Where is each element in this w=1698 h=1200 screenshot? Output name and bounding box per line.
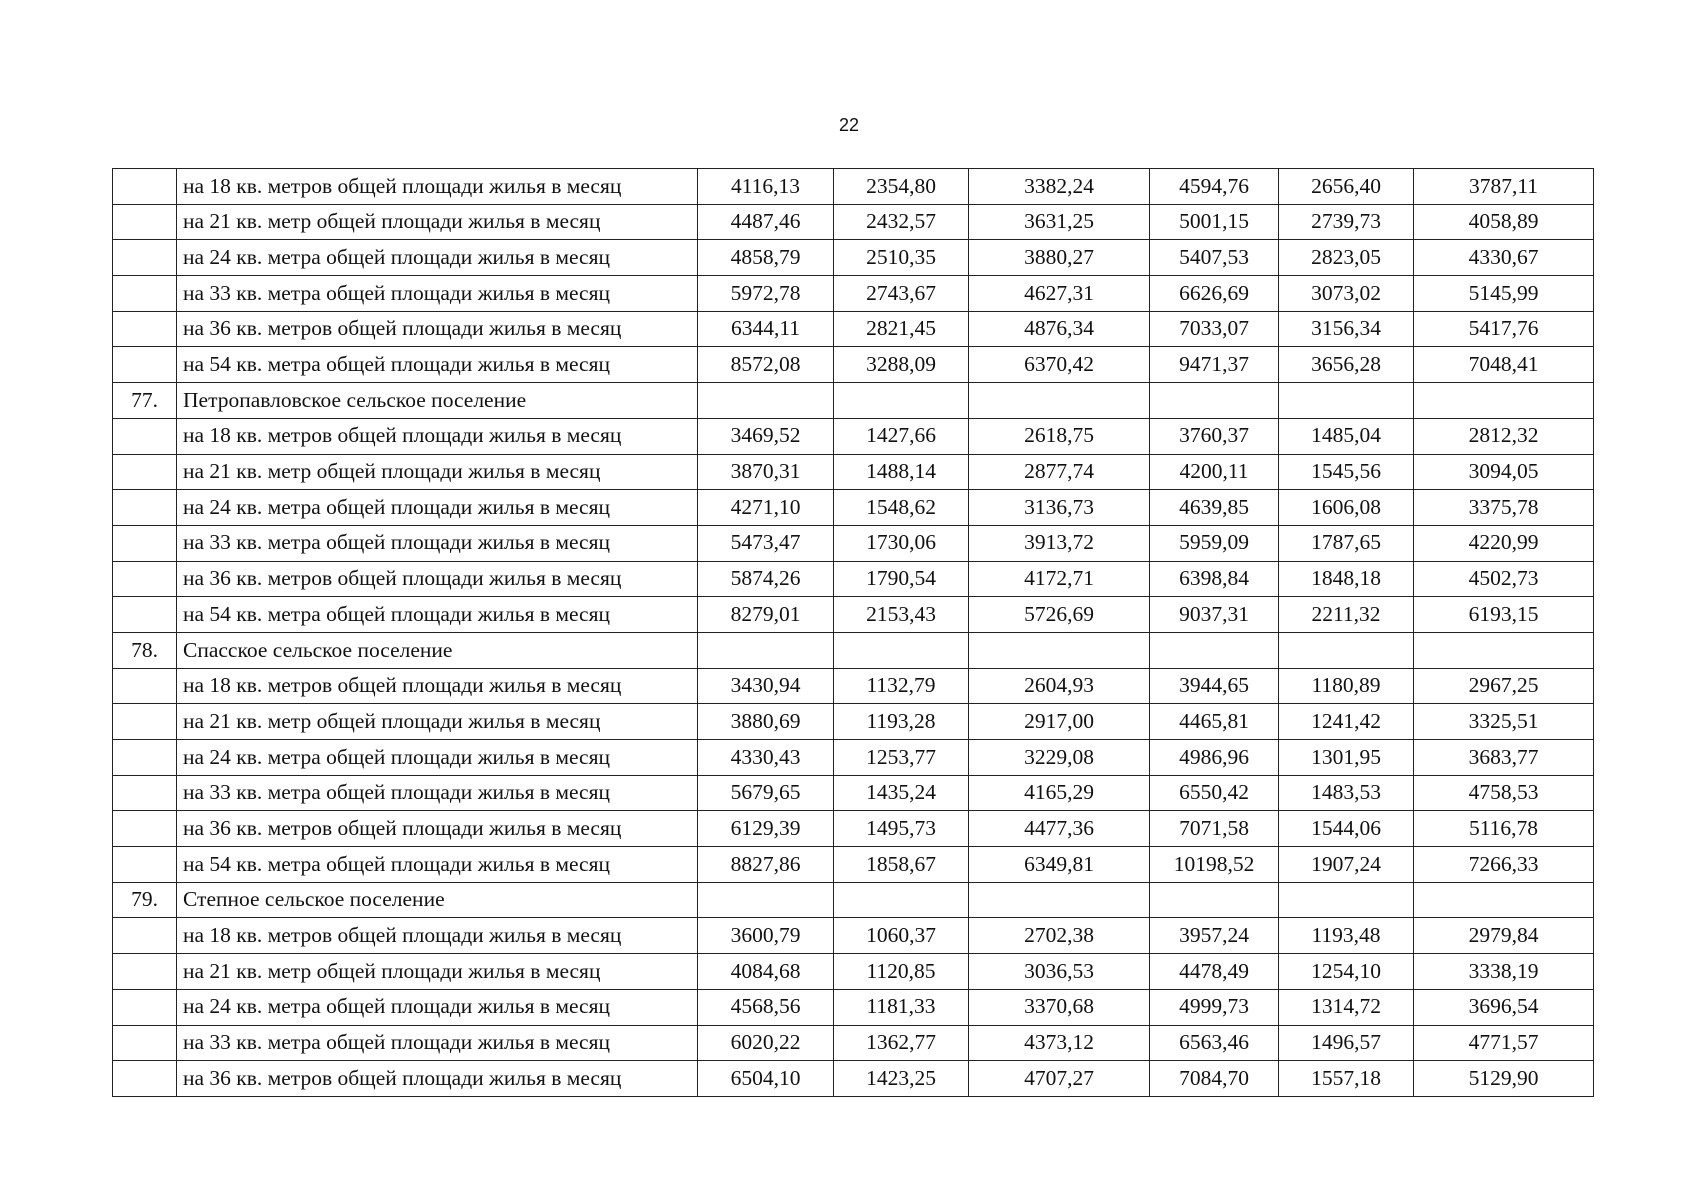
table-row: [113, 169, 1594, 205]
value-cell: 1787,65: [1279, 525, 1414, 561]
value-cell: 3156,34: [1279, 311, 1414, 347]
value-cell: [834, 632, 969, 668]
value-cell: 5874,26: [698, 561, 834, 597]
row-label-cell: на 36 кв. метров общей площади жилья в месяц: [177, 311, 698, 347]
value-cell: 1485,04: [1279, 418, 1414, 454]
table-row: [113, 204, 1594, 240]
row-number-cell: [113, 989, 177, 1025]
value-cell: 3760,37: [1150, 418, 1279, 454]
value-cell: 1060,37: [834, 918, 969, 954]
row-number-cell: [113, 311, 177, 347]
value-cell: 4999,73: [1150, 989, 1279, 1025]
row-label-cell: на 24 кв. метра общей площади жилья в месяц: [177, 490, 698, 526]
row-label-cell: на 24 кв. метра общей площади жилья в месяц: [177, 740, 698, 776]
table-body: [113, 169, 1594, 1097]
value-cell: [698, 882, 834, 918]
table-row: [113, 240, 1594, 276]
value-cell: 6398,84: [1150, 561, 1279, 597]
value-cell: 7033,07: [1150, 311, 1279, 347]
value-cell: 5116,78: [1414, 811, 1594, 847]
value-cell: 1496,57: [1279, 1025, 1414, 1061]
row-number-cell: 77.: [113, 383, 177, 419]
value-cell: 3375,78: [1414, 490, 1594, 526]
value-cell: 5417,76: [1414, 311, 1594, 347]
table-row: [113, 954, 1594, 990]
table-row: [113, 740, 1594, 776]
row-number-cell: [113, 418, 177, 454]
value-cell: 3600,79: [698, 918, 834, 954]
row-number-cell: [113, 276, 177, 312]
value-cell: [1279, 383, 1414, 419]
value-cell: 2739,73: [1279, 204, 1414, 240]
row-number-cell: [113, 347, 177, 383]
value-cell: [1150, 383, 1279, 419]
row-number-cell: 79.: [113, 882, 177, 918]
row-number-cell: [113, 490, 177, 526]
row-number-cell: [113, 918, 177, 954]
table-row: [113, 276, 1594, 312]
value-cell: 3696,54: [1414, 989, 1594, 1025]
value-cell: 1427,66: [834, 418, 969, 454]
value-cell: 1120,85: [834, 954, 969, 990]
table-row: [113, 311, 1594, 347]
value-cell: 2618,75: [969, 418, 1150, 454]
row-number-cell: [113, 169, 177, 205]
value-cell: 2821,45: [834, 311, 969, 347]
value-cell: [1279, 882, 1414, 918]
value-cell: 8827,86: [698, 847, 834, 883]
table-row: [113, 847, 1594, 883]
row-label-cell: на 21 кв. метр общей площади жилья в месяц: [177, 704, 698, 740]
row-label-cell: Спасское сельское поселение: [177, 632, 698, 668]
value-cell: 1241,42: [1279, 704, 1414, 740]
value-cell: 6626,69: [1150, 276, 1279, 312]
table-row: [113, 597, 1594, 633]
value-cell: 1858,67: [834, 847, 969, 883]
row-label-cell: на 24 кв. метра общей площади жилья в месяц: [177, 240, 698, 276]
value-cell: 4165,29: [969, 775, 1150, 811]
value-cell: 4568,56: [698, 989, 834, 1025]
table-row: [113, 347, 1594, 383]
row-label-cell: на 54 кв. метра общей площади жилья в месяц: [177, 597, 698, 633]
row-number-cell: [113, 597, 177, 633]
value-cell: 4330,43: [698, 740, 834, 776]
value-cell: 5407,53: [1150, 240, 1279, 276]
value-cell: 4200,11: [1150, 454, 1279, 490]
value-cell: 2877,74: [969, 454, 1150, 490]
value-cell: 1557,18: [1279, 1061, 1414, 1097]
row-label-cell: на 36 кв. метров общей площади жилья в месяц: [177, 811, 698, 847]
value-cell: 4707,27: [969, 1061, 1150, 1097]
value-cell: 4478,49: [1150, 954, 1279, 990]
value-cell: 3370,68: [969, 989, 1150, 1025]
value-cell: 3880,69: [698, 704, 834, 740]
value-cell: 4477,36: [969, 811, 1150, 847]
value-cell: 1495,73: [834, 811, 969, 847]
table-row: [113, 882, 1594, 918]
value-cell: 1790,54: [834, 561, 969, 597]
value-cell: 7048,41: [1414, 347, 1594, 383]
value-cell: 3430,94: [698, 668, 834, 704]
table-row: [113, 525, 1594, 561]
row-label-cell: на 33 кв. метра общей площади жилья в месяц: [177, 525, 698, 561]
value-cell: 6370,42: [969, 347, 1150, 383]
value-cell: 5679,65: [698, 775, 834, 811]
value-cell: 2510,35: [834, 240, 969, 276]
row-number-cell: 78.: [113, 632, 177, 668]
row-label-cell: на 24 кв. метра общей площади жилья в месяц: [177, 989, 698, 1025]
value-cell: 6504,10: [698, 1061, 834, 1097]
value-cell: 3631,25: [969, 204, 1150, 240]
table-row: [113, 1025, 1594, 1061]
row-label-cell: на 21 кв. метр общей площади жилья в месяц: [177, 954, 698, 990]
value-cell: 3913,72: [969, 525, 1150, 561]
tariff-table: [112, 168, 1594, 1097]
value-cell: 1548,62: [834, 490, 969, 526]
value-cell: 2917,00: [969, 704, 1150, 740]
value-cell: [698, 632, 834, 668]
value-cell: [698, 383, 834, 419]
value-cell: 7071,58: [1150, 811, 1279, 847]
value-cell: 3036,53: [969, 954, 1150, 990]
row-number-cell: [113, 704, 177, 740]
value-cell: 2743,67: [834, 276, 969, 312]
table-row: [113, 383, 1594, 419]
row-label-cell: Степное сельское поселение: [177, 882, 698, 918]
value-cell: 3656,28: [1279, 347, 1414, 383]
value-cell: 1301,95: [1279, 740, 1414, 776]
value-cell: 8572,08: [698, 347, 834, 383]
value-cell: 4271,10: [698, 490, 834, 526]
row-label-cell: на 21 кв. метр общей площади жилья в месяц: [177, 204, 698, 240]
table-row: [113, 989, 1594, 1025]
value-cell: 1423,25: [834, 1061, 969, 1097]
row-number-cell: [113, 668, 177, 704]
value-cell: 3325,51: [1414, 704, 1594, 740]
value-cell: 2823,05: [1279, 240, 1414, 276]
table-row: [113, 811, 1594, 847]
value-cell: [1150, 882, 1279, 918]
value-cell: [834, 882, 969, 918]
table-row: [113, 454, 1594, 490]
row-label-cell: на 36 кв. метров общей площади жилья в месяц: [177, 561, 698, 597]
value-cell: [969, 632, 1150, 668]
value-cell: 1193,28: [834, 704, 969, 740]
value-cell: 1483,53: [1279, 775, 1414, 811]
value-cell: 3073,02: [1279, 276, 1414, 312]
value-cell: 4373,12: [969, 1025, 1150, 1061]
row-number-cell: [113, 740, 177, 776]
table-row: [113, 632, 1594, 668]
value-cell: 3136,73: [969, 490, 1150, 526]
value-cell: 5473,47: [698, 525, 834, 561]
value-cell: 3382,24: [969, 169, 1150, 205]
value-cell: 1180,89: [1279, 668, 1414, 704]
value-cell: 3469,52: [698, 418, 834, 454]
value-cell: 8279,01: [698, 597, 834, 633]
row-number-cell: [113, 847, 177, 883]
value-cell: 4986,96: [1150, 740, 1279, 776]
value-cell: 5972,78: [698, 276, 834, 312]
value-cell: [1150, 632, 1279, 668]
table-row: [113, 1061, 1594, 1097]
value-cell: 2604,93: [969, 668, 1150, 704]
row-number-cell: [113, 204, 177, 240]
row-label-cell: на 21 кв. метр общей площади жилья в месяц: [177, 454, 698, 490]
row-number-cell: [113, 525, 177, 561]
table-row: [113, 704, 1594, 740]
value-cell: 1730,06: [834, 525, 969, 561]
row-number-cell: [113, 811, 177, 847]
value-cell: 4594,76: [1150, 169, 1279, 205]
value-cell: 1606,08: [1279, 490, 1414, 526]
value-cell: 7084,70: [1150, 1061, 1279, 1097]
value-cell: 4858,79: [698, 240, 834, 276]
value-cell: 6563,46: [1150, 1025, 1279, 1061]
value-cell: 6349,81: [969, 847, 1150, 883]
value-cell: 3288,09: [834, 347, 969, 383]
value-cell: 2656,40: [1279, 169, 1414, 205]
value-cell: 3229,08: [969, 740, 1150, 776]
table-row: [113, 418, 1594, 454]
value-cell: 3957,24: [1150, 918, 1279, 954]
value-cell: 1132,79: [834, 668, 969, 704]
row-number-cell: [113, 454, 177, 490]
table-row: [113, 918, 1594, 954]
row-number-cell: [113, 561, 177, 597]
value-cell: 3683,77: [1414, 740, 1594, 776]
value-cell: 3944,65: [1150, 668, 1279, 704]
value-cell: 9037,31: [1150, 597, 1279, 633]
value-cell: 4639,85: [1150, 490, 1279, 526]
value-cell: [1279, 632, 1414, 668]
table-row: [113, 490, 1594, 526]
page-number: 22: [838, 115, 860, 135]
row-number-cell: [113, 954, 177, 990]
value-cell: 3787,11: [1414, 169, 1594, 205]
value-cell: 2979,84: [1414, 918, 1594, 954]
value-cell: 1544,06: [1279, 811, 1414, 847]
value-cell: 4876,34: [969, 311, 1150, 347]
row-label-cell: на 54 кв. метра общей площади жилья в месяц: [177, 847, 698, 883]
value-cell: [1414, 632, 1594, 668]
row-label-cell: на 18 кв. метров общей площади жилья в месяц: [177, 169, 698, 205]
value-cell: 2153,43: [834, 597, 969, 633]
value-cell: 3338,19: [1414, 954, 1594, 990]
value-cell: 6550,42: [1150, 775, 1279, 811]
row-number-cell: [113, 1061, 177, 1097]
value-cell: [1414, 882, 1594, 918]
value-cell: 1435,24: [834, 775, 969, 811]
table-row: [113, 561, 1594, 597]
row-label-cell: на 18 кв. метров общей площади жилья в месяц: [177, 418, 698, 454]
value-cell: 3880,27: [969, 240, 1150, 276]
value-cell: 6129,39: [698, 811, 834, 847]
row-number-cell: [113, 1025, 177, 1061]
value-cell: 9471,37: [1150, 347, 1279, 383]
value-cell: 1181,33: [834, 989, 969, 1025]
value-cell: 1193,48: [1279, 918, 1414, 954]
value-cell: 1488,14: [834, 454, 969, 490]
value-cell: 5959,09: [1150, 525, 1279, 561]
value-cell: 2432,57: [834, 204, 969, 240]
row-label-cell: Петропавловское сельское поселение: [177, 383, 698, 419]
value-cell: 5726,69: [969, 597, 1150, 633]
value-cell: 2211,32: [1279, 597, 1414, 633]
value-cell: 10198,52: [1150, 847, 1279, 883]
value-cell: 5001,15: [1150, 204, 1279, 240]
value-cell: 1848,18: [1279, 561, 1414, 597]
value-cell: [1414, 383, 1594, 419]
value-cell: 4220,99: [1414, 525, 1594, 561]
value-cell: 2354,80: [834, 169, 969, 205]
value-cell: 1907,24: [1279, 847, 1414, 883]
value-cell: 1545,56: [1279, 454, 1414, 490]
value-cell: 4116,13: [698, 169, 834, 205]
value-cell: 4084,68: [698, 954, 834, 990]
table-row: [113, 775, 1594, 811]
value-cell: 6020,22: [698, 1025, 834, 1061]
row-label-cell: на 36 кв. метров общей площади жилья в месяц: [177, 1061, 698, 1097]
value-cell: 5129,90: [1414, 1061, 1594, 1097]
row-number-cell: [113, 775, 177, 811]
row-label-cell: на 33 кв. метра общей площади жилья в месяц: [177, 775, 698, 811]
row-label-cell: на 33 кв. метра общей площади жилья в месяц: [177, 276, 698, 312]
value-cell: 3094,05: [1414, 454, 1594, 490]
row-label-cell: на 18 кв. метров общей площади жилья в месяц: [177, 668, 698, 704]
value-cell: 1253,77: [834, 740, 969, 776]
row-number-cell: [113, 240, 177, 276]
value-cell: [834, 383, 969, 419]
value-cell: 1314,72: [1279, 989, 1414, 1025]
value-cell: 4487,46: [698, 204, 834, 240]
value-cell: 4627,31: [969, 276, 1150, 312]
row-label-cell: на 54 кв. метра общей площади жилья в месяц: [177, 347, 698, 383]
value-cell: 1254,10: [1279, 954, 1414, 990]
value-cell: 7266,33: [1414, 847, 1594, 883]
value-cell: 4465,81: [1150, 704, 1279, 740]
value-cell: 6344,11: [698, 311, 834, 347]
value-cell: 1362,77: [834, 1025, 969, 1061]
value-cell: 2967,25: [1414, 668, 1594, 704]
row-label-cell: на 18 кв. метров общей площади жилья в месяц: [177, 918, 698, 954]
value-cell: 5145,99: [1414, 276, 1594, 312]
value-cell: [969, 383, 1150, 419]
value-cell: 4758,53: [1414, 775, 1594, 811]
row-label-cell: на 33 кв. метра общей площади жилья в месяц: [177, 1025, 698, 1061]
value-cell: 3870,31: [698, 454, 834, 490]
value-cell: 4058,89: [1414, 204, 1594, 240]
value-cell: 6193,15: [1414, 597, 1594, 633]
value-cell: 4771,57: [1414, 1025, 1594, 1061]
value-cell: 4330,67: [1414, 240, 1594, 276]
value-cell: 2702,38: [969, 918, 1150, 954]
value-cell: 4172,71: [969, 561, 1150, 597]
table-row: [113, 668, 1594, 704]
value-cell: 4502,73: [1414, 561, 1594, 597]
value-cell: 2812,32: [1414, 418, 1594, 454]
value-cell: [969, 882, 1150, 918]
